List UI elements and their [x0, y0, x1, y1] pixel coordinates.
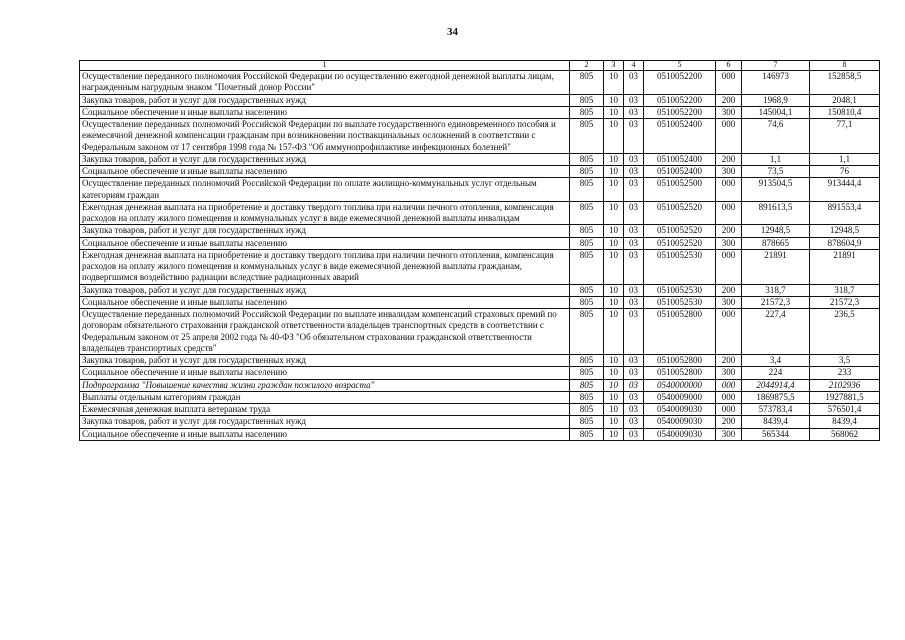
amount-year-1: 12948,5 — [742, 225, 810, 237]
section-code: 805 — [570, 404, 604, 416]
subsection-part-code: 03 — [624, 355, 644, 367]
amount-year-1: 1,1 — [742, 153, 810, 165]
subsection-part-code: 03 — [624, 249, 644, 284]
amount-year-2: 21891 — [810, 249, 880, 284]
amount-year-2: 76 — [810, 166, 880, 178]
expense-name: Ежемесячная денежная выплата ветеранам труда — [80, 404, 570, 416]
section-code: 805 — [570, 225, 604, 237]
target-article-code: 0510052800 — [644, 367, 716, 379]
expense-name: Закупка товаров, работ и услуг для государственных нужд — [80, 355, 570, 367]
subsection-part-code: 03 — [624, 237, 644, 249]
section-code: 805 — [570, 166, 604, 178]
amount-year-2: 150810,4 — [810, 106, 880, 118]
amount-year-1: 8439,4 — [742, 416, 810, 428]
expense-name: Социальное обеспечение и иные выплаты населению — [80, 428, 570, 440]
section-code: 805 — [570, 201, 604, 225]
amount-year-2: 12948,5 — [810, 225, 880, 237]
target-article-code: 0510052200 — [644, 71, 716, 95]
subsection-code: 10 — [604, 153, 624, 165]
section-code: 805 — [570, 367, 604, 379]
amount-year-2: 21572,3 — [810, 296, 880, 308]
target-article-code: 0510052400 — [644, 119, 716, 154]
section-code: 805 — [570, 119, 604, 154]
column-header: 8 — [810, 61, 880, 71]
target-article-code: 0510052530 — [644, 249, 716, 284]
expense-type-code: 200 — [716, 284, 742, 296]
expense-type-code: 200 — [716, 94, 742, 106]
expense-name: Выплаты отдельным категориям граждан — [80, 391, 570, 403]
amount-year-2: 913444,4 — [810, 178, 880, 202]
column-header: 6 — [716, 61, 742, 71]
target-article-code: 0510052800 — [644, 355, 716, 367]
subsection-code: 10 — [604, 355, 624, 367]
table-row — [80, 249, 880, 284]
target-article-code: 0510052520 — [644, 237, 716, 249]
expense-type-code: 000 — [716, 309, 742, 355]
amount-year-1: 565344 — [742, 428, 810, 440]
section-code: 805 — [570, 428, 604, 440]
target-article-code: 0510052200 — [644, 106, 716, 118]
subsection-code: 10 — [604, 201, 624, 225]
target-article-code: 0510052400 — [644, 153, 716, 165]
subsection-code: 10 — [604, 416, 624, 428]
subsection-part-code: 03 — [624, 367, 644, 379]
target-article-code: 0510052200 — [644, 94, 716, 106]
section-code: 805 — [570, 106, 604, 118]
section-code: 805 — [570, 71, 604, 95]
subsection-code: 10 — [604, 237, 624, 249]
section-code: 805 — [570, 153, 604, 165]
subsection-part-code: 03 — [624, 178, 644, 202]
expense-name: Закупка товаров, работ и услуг для государственных нужд — [80, 284, 570, 296]
expense-name: Ежегодная денежная выплата на приобретение и доставку твердого топлива при наличии печного отопления, компенсация расходов на оплату жилого помещения и коммунальных услуг в виде ежемесячной денежной выплаты гражданам, подвергшимся воздействию радиации вследствие радиационных аварий — [80, 249, 570, 284]
section-code: 805 — [570, 416, 604, 428]
target-article-code: 0540000000 — [644, 379, 716, 391]
expense-type-code: 000 — [716, 404, 742, 416]
expense-name: Социальное обеспечение и иные выплаты населению — [80, 106, 570, 118]
column-header: 4 — [624, 61, 644, 71]
expense-name: Осуществление переданных полномочий Российской Федерации по выплате инвалидам компенсаций страховых премий по договорам обязательного страхования гражданской ответственности владельцев транспортных средств в соответствии с Федеральным законом от 25 апреля 2002 года № 40-ФЗ "Об обязательном страховании гражданской ответственности владельцев транспортных средств" — [80, 309, 570, 355]
amount-year-1: 74,6 — [742, 119, 810, 154]
subsection-code: 10 — [604, 71, 624, 95]
expense-type-code: 200 — [716, 225, 742, 237]
amount-year-2: 878604,9 — [810, 237, 880, 249]
section-code: 805 — [570, 284, 604, 296]
amount-year-1: 21572,3 — [742, 296, 810, 308]
expense-type-code: 000 — [716, 379, 742, 391]
subsection-code: 10 — [604, 225, 624, 237]
expense-name: Социальное обеспечение и иные выплаты населению — [80, 237, 570, 249]
subsection-part-code: 03 — [624, 201, 644, 225]
section-code: 805 — [570, 296, 604, 308]
expense-type-code: 300 — [716, 428, 742, 440]
budget-table — [79, 60, 880, 441]
expense-type-code: 300 — [716, 296, 742, 308]
subsection-part-code: 03 — [624, 296, 644, 308]
table-row — [80, 166, 880, 178]
subsection-part-code: 03 — [624, 106, 644, 118]
expense-type-code: 300 — [716, 106, 742, 118]
expense-type-code: 200 — [716, 355, 742, 367]
table-row — [80, 153, 880, 165]
expense-name: Закупка товаров, работ и услуг для государственных нужд — [80, 94, 570, 106]
table-row — [80, 94, 880, 106]
subsection-part-code: 03 — [624, 166, 644, 178]
table-row — [80, 237, 880, 249]
column-header: 2 — [570, 61, 604, 71]
expense-type-code: 000 — [716, 178, 742, 202]
subsection-part-code: 03 — [624, 153, 644, 165]
expense-name: Закупка товаров, работ и услуг для государственных нужд — [80, 416, 570, 428]
amount-year-2: 8439,4 — [810, 416, 880, 428]
subsection-part-code: 03 — [624, 225, 644, 237]
expense-name: Закупка товаров, работ и услуг для государственных нужд — [80, 153, 570, 165]
amount-year-1: 318,7 — [742, 284, 810, 296]
subsection-part-code: 03 — [624, 416, 644, 428]
table-row — [80, 296, 880, 308]
amount-year-1: 891613,5 — [742, 201, 810, 225]
amount-year-2: 568062 — [810, 428, 880, 440]
amount-year-1: 3,4 — [742, 355, 810, 367]
expense-type-code: 000 — [716, 71, 742, 95]
table-row — [80, 178, 880, 202]
subsection-code: 10 — [604, 119, 624, 154]
table-row — [80, 284, 880, 296]
amount-year-2: 1,1 — [810, 153, 880, 165]
amount-year-2: 2048,1 — [810, 94, 880, 106]
subsection-part-code: 03 — [624, 391, 644, 403]
target-article-code: 0510052500 — [644, 178, 716, 202]
expense-type-code: 200 — [716, 416, 742, 428]
page-number: 34 — [447, 26, 458, 38]
amount-year-2: 236,5 — [810, 309, 880, 355]
expense-type-code: 300 — [716, 237, 742, 249]
column-header: 1 — [80, 61, 570, 71]
section-code: 805 — [570, 355, 604, 367]
amount-year-1: 224 — [742, 367, 810, 379]
amount-year-2: 576501,4 — [810, 404, 880, 416]
section-code: 805 — [570, 309, 604, 355]
table-row — [80, 379, 880, 391]
expense-type-code: 300 — [716, 166, 742, 178]
section-code: 805 — [570, 391, 604, 403]
expense-name: Социальное обеспечение и иные выплаты населению — [80, 166, 570, 178]
subsection-part-code: 03 — [624, 404, 644, 416]
expense-type-code: 000 — [716, 119, 742, 154]
target-article-code: 0540009030 — [644, 416, 716, 428]
amount-year-1: 1869875,5 — [742, 391, 810, 403]
subsection-part-code: 03 — [624, 379, 644, 391]
expense-name: Осуществление переданных полномочий Российской Федерации по выплате государственного единовременного пособия и ежемесячной денежной компенсации гражданам при возникновении поствакцинальных осложнений в соответствии с Федеральным законом от 17 сентября 1998 года № 157-ФЗ "Об иммунопрофилактике инфекционных болезней" — [80, 119, 570, 154]
subsection-part-code: 03 — [624, 428, 644, 440]
amount-year-1: 145004,1 — [742, 106, 810, 118]
target-article-code: 0540009030 — [644, 428, 716, 440]
subsection-part-code: 03 — [624, 94, 644, 106]
target-article-code: 0510052520 — [644, 225, 716, 237]
subsection-code: 10 — [604, 296, 624, 308]
subsection-code: 10 — [604, 178, 624, 202]
expense-name: Социальное обеспечение и иные выплаты населению — [80, 367, 570, 379]
expense-name: Осуществление переданного полномочия Российской Федерации по осуществлению ежегодной денежной выплаты лицам, награжденным нагрудным знаком "Почетный донор России" — [80, 71, 570, 95]
subsection-part-code: 03 — [624, 309, 644, 355]
expense-name: Подпрограмма "Повышение качества жизни граждан пожилого возраста" — [80, 379, 570, 391]
target-article-code: 0540009030 — [644, 404, 716, 416]
table-row — [80, 71, 880, 95]
subsection-part-code: 03 — [624, 119, 644, 154]
amount-year-1: 73,5 — [742, 166, 810, 178]
table-row — [80, 119, 880, 154]
amount-year-2: 2102936 — [810, 379, 880, 391]
subsection-code: 10 — [604, 249, 624, 284]
expense-name: Ежегодная денежная выплата на приобретение и доставку твердого топлива при наличии печного отопления, компенсация расходов на оплату жилого помещения и коммунальных услуг в виде ежемесячной денежной выплаты инвалидам — [80, 201, 570, 225]
target-article-code: 0510052530 — [644, 284, 716, 296]
expense-name: Осуществление переданных полномочий Российской Федерации по оплате жилищно-коммунальных услуг отдельным категориям граждан — [80, 178, 570, 202]
amount-year-2: 3,5 — [810, 355, 880, 367]
expense-type-code: 000 — [716, 391, 742, 403]
subsection-code: 10 — [604, 284, 624, 296]
subsection-code: 10 — [604, 428, 624, 440]
table-row — [80, 355, 880, 367]
table-row — [80, 428, 880, 440]
amount-year-1: 913504,5 — [742, 178, 810, 202]
subsection-code: 10 — [604, 106, 624, 118]
header-row — [80, 61, 880, 71]
column-header: 5 — [644, 61, 716, 71]
expense-name: Социальное обеспечение и иные выплаты населению — [80, 296, 570, 308]
target-article-code: 0540009000 — [644, 391, 716, 403]
target-article-code: 0510052400 — [644, 166, 716, 178]
target-article-code: 0510052520 — [644, 201, 716, 225]
table-row — [80, 367, 880, 379]
table-row — [80, 404, 880, 416]
section-code: 805 — [570, 178, 604, 202]
section-code: 805 — [570, 237, 604, 249]
table-row — [80, 106, 880, 118]
table-row — [80, 391, 880, 403]
subsection-code: 10 — [604, 166, 624, 178]
expense-name: Закупка товаров, работ и услуг для государственных нужд — [80, 225, 570, 237]
target-article-code: 0510052530 — [644, 296, 716, 308]
expense-type-code: 000 — [716, 249, 742, 284]
target-article-code: 0510052800 — [644, 309, 716, 355]
section-code: 805 — [570, 94, 604, 106]
subsection-code: 10 — [604, 391, 624, 403]
amount-year-2: 891553,4 — [810, 201, 880, 225]
subsection-part-code: 03 — [624, 284, 644, 296]
section-code: 805 — [570, 379, 604, 391]
column-header: 7 — [742, 61, 810, 71]
subsection-code: 10 — [604, 367, 624, 379]
subsection-part-code: 03 — [624, 71, 644, 95]
amount-year-1: 2044914,4 — [742, 379, 810, 391]
table-row — [80, 225, 880, 237]
amount-year-2: 77,1 — [810, 119, 880, 154]
table-row — [80, 416, 880, 428]
subsection-code: 10 — [604, 404, 624, 416]
subsection-code: 10 — [604, 379, 624, 391]
amount-year-1: 1968,9 — [742, 94, 810, 106]
expense-type-code: 300 — [716, 367, 742, 379]
amount-year-2: 152858,5 — [810, 71, 880, 95]
subsection-code: 10 — [604, 309, 624, 355]
amount-year-1: 146973 — [742, 71, 810, 95]
amount-year-1: 573783,4 — [742, 404, 810, 416]
amount-year-2: 1927881,5 — [810, 391, 880, 403]
expense-type-code: 000 — [716, 201, 742, 225]
section-code: 805 — [570, 249, 604, 284]
subsection-code: 10 — [604, 94, 624, 106]
column-header: 3 — [604, 61, 624, 71]
table-row — [80, 309, 880, 355]
amount-year-2: 233 — [810, 367, 880, 379]
expense-type-code: 200 — [716, 153, 742, 165]
amount-year-2: 318,7 — [810, 284, 880, 296]
amount-year-1: 878665 — [742, 237, 810, 249]
table-row — [80, 201, 880, 225]
amount-year-1: 21891 — [742, 249, 810, 284]
amount-year-1: 227,4 — [742, 309, 810, 355]
